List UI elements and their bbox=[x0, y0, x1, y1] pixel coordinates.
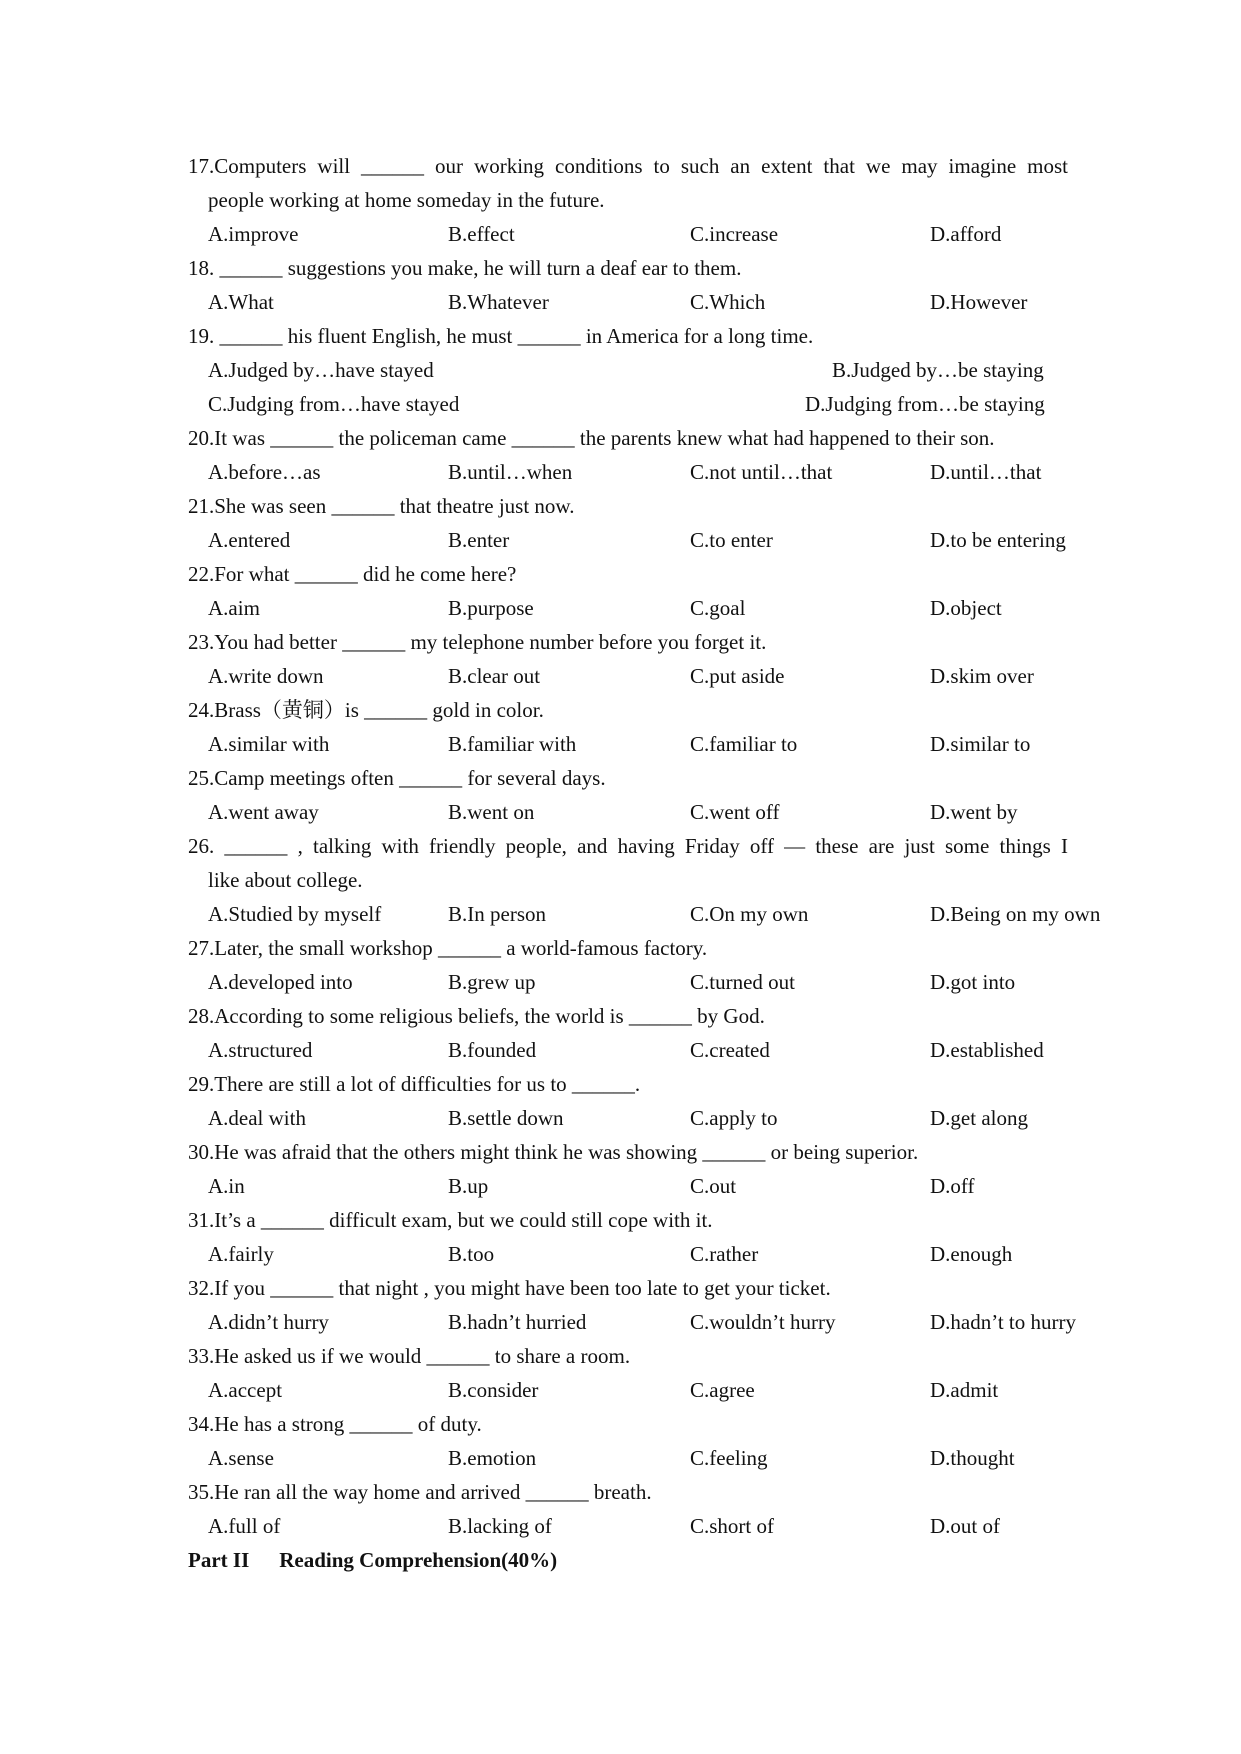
question-17-stem: 17.Computers will ______ our working conditions to such an extent that we may imagine most bbox=[188, 154, 1068, 178]
question-24-option-a: A.similar with bbox=[208, 732, 330, 756]
question-18-option-c: C.Which bbox=[690, 290, 766, 314]
question-33-option-c: C.agree bbox=[690, 1378, 755, 1402]
question-22-option-a: A.aim bbox=[208, 596, 260, 620]
question-29-option-c: C.apply to bbox=[690, 1106, 778, 1130]
question-23-option-d: D.skim over bbox=[930, 664, 1034, 688]
question-25-option-a: A.went away bbox=[208, 800, 319, 824]
question-28-option-c: C.created bbox=[690, 1038, 770, 1062]
question-22-option-c: C.goal bbox=[690, 596, 746, 620]
question-21-option-a: A.entered bbox=[208, 528, 291, 552]
question-26-stem: 26. ______ , talking with friendly people, and having Friday off — these are just some things I bbox=[188, 834, 1068, 858]
question-32-option-a: A.didn’t hurry bbox=[208, 1310, 329, 1334]
question-20-option-d: D.until…that bbox=[930, 460, 1042, 484]
question-20-option-a: A.before…as bbox=[208, 460, 321, 484]
question-31-option-d: D.enough bbox=[930, 1242, 1013, 1266]
question-34-option-c: C.feeling bbox=[690, 1446, 768, 1470]
question-29-stem: 29.There are still a lot of difficulties for us to ______. bbox=[188, 1072, 641, 1096]
question-32-option-d: D.hadn’t to hurry bbox=[930, 1310, 1077, 1334]
part-two-label: Part II bbox=[188, 1548, 250, 1572]
question-30-option-a: A.in bbox=[208, 1174, 245, 1198]
question-33-option-a: A.accept bbox=[208, 1378, 283, 1402]
question-26-stem-continued: like about college. bbox=[208, 868, 363, 892]
question-19-option-d: D.Judging from…be staying bbox=[805, 392, 1045, 416]
question-32-option-c: C.wouldn’t hurry bbox=[690, 1310, 836, 1334]
question-19-stem: 19. ______ his fluent English, he must ______ in America for a long time. bbox=[188, 324, 814, 348]
question-23-option-b: B.clear out bbox=[448, 664, 541, 688]
part-two-heading bbox=[188, 1545, 557, 1575]
question-33-option-d: D.admit bbox=[930, 1378, 999, 1402]
question-25-option-c: C.went off bbox=[690, 800, 780, 824]
question-24-option-c: C.familiar to bbox=[690, 732, 798, 756]
question-27-option-a: A.developed into bbox=[208, 970, 353, 994]
question-27-option-b: B.grew up bbox=[448, 970, 536, 994]
question-21-option-b: B.enter bbox=[448, 528, 510, 552]
question-18-option-b: B.Whatever bbox=[448, 290, 549, 314]
question-24-option-b: B.familiar with bbox=[448, 732, 577, 756]
question-19-option-a: A.Judged by…have stayed bbox=[208, 358, 434, 382]
question-35-option-a: A.full of bbox=[208, 1514, 281, 1538]
question-35-option-d: D.out of bbox=[930, 1514, 1000, 1538]
question-28-option-a: A.structured bbox=[208, 1038, 313, 1062]
question-26-option-c: C.On my own bbox=[690, 902, 809, 926]
question-29-option-d: D.get along bbox=[930, 1106, 1028, 1130]
question-25-option-d: D.went by bbox=[930, 800, 1018, 824]
question-23-option-a: A.write down bbox=[208, 664, 324, 688]
question-20-option-c: C.not until…that bbox=[690, 460, 833, 484]
question-35-option-c: C.short of bbox=[690, 1514, 774, 1538]
question-17-option-b: B.effect bbox=[448, 222, 515, 246]
question-17-stem-continued: people working at home someday in the future. bbox=[208, 188, 605, 212]
question-28-stem: 28.According to some religious beliefs, the world is ______ by God. bbox=[188, 1004, 765, 1028]
question-35-option-b: B.lacking of bbox=[448, 1514, 552, 1538]
question-27-option-c: C.turned out bbox=[690, 970, 795, 994]
question-34-option-b: B.emotion bbox=[448, 1446, 537, 1470]
question-35-stem: 35.He ran all the way home and arrived ______ breath. bbox=[188, 1480, 652, 1504]
question-20-stem: 20.It was ______ the policeman came ______ the parents knew what had happened to their son. bbox=[188, 426, 995, 450]
question-20-option-b: B.until…when bbox=[448, 460, 573, 484]
question-17-option-c: C.increase bbox=[690, 222, 779, 246]
question-24-stem: 24.Brass（黄铜）is ______ gold in color. bbox=[188, 698, 544, 722]
question-30-option-c: C.out bbox=[690, 1174, 737, 1198]
question-30-stem: 30.He was afraid that the others might think he was showing ______ or being superior. bbox=[188, 1140, 919, 1164]
question-18-option-d: D.However bbox=[930, 290, 1028, 314]
question-34-option-d: D.thought bbox=[930, 1446, 1015, 1470]
question-19-option-c: C.Judging from…have stayed bbox=[208, 392, 460, 416]
question-34-option-a: A.sense bbox=[208, 1446, 274, 1470]
question-29-option-b: B.settle down bbox=[448, 1106, 564, 1130]
question-31-option-c: C.rather bbox=[690, 1242, 759, 1266]
question-17-option-a: A.improve bbox=[208, 222, 299, 246]
question-31-stem: 31.It’s a ______ difficult exam, but we could still cope with it. bbox=[188, 1208, 713, 1232]
question-30-option-d: D.off bbox=[930, 1174, 975, 1198]
question-32-option-b: B.hadn’t hurried bbox=[448, 1310, 587, 1334]
question-33-stem: 33.He asked us if we would ______ to share a room. bbox=[188, 1344, 631, 1368]
question-21-option-d: D.to be entering bbox=[930, 528, 1066, 552]
question-18-stem: 18. ______ suggestions you make, he will turn a deaf ear to them. bbox=[188, 256, 742, 280]
question-26-option-b: B.In person bbox=[448, 902, 546, 926]
question-23-stem: 23.You had better ______ my telephone number before you forget it. bbox=[188, 630, 767, 654]
question-28-option-d: D.established bbox=[930, 1038, 1044, 1062]
question-31-option-a: A.fairly bbox=[208, 1242, 274, 1266]
question-22-option-d: D.object bbox=[930, 596, 1002, 620]
part-two-title: Reading Comprehension(40%) bbox=[279, 1548, 558, 1572]
question-27-stem: 27.Later, the small workshop ______ a world-famous factory. bbox=[188, 936, 708, 960]
question-19-option-b: B.Judged by…be staying bbox=[832, 358, 1044, 382]
question-25-option-b: B.went on bbox=[448, 800, 535, 824]
question-17-option-d: D.afford bbox=[930, 222, 1002, 246]
question-22-option-b: B.purpose bbox=[448, 596, 534, 620]
question-24-option-d: D.similar to bbox=[930, 732, 1031, 756]
question-31-option-b: B.too bbox=[448, 1242, 495, 1266]
question-30-option-b: B.up bbox=[448, 1174, 489, 1198]
question-26-option-a: A.Studied by myself bbox=[208, 902, 382, 926]
question-28-option-b: B.founded bbox=[448, 1038, 537, 1062]
question-32-stem: 32.If you ______ that night , you might have been too late to get your ticket. bbox=[188, 1276, 831, 1300]
question-26-option-d: D.Being on my own bbox=[930, 902, 1101, 926]
question-22-stem: 22.For what ______ did he come here? bbox=[188, 562, 517, 586]
question-21-option-c: C.to enter bbox=[690, 528, 773, 552]
question-23-option-c: C.put aside bbox=[690, 664, 785, 688]
question-34-stem: 34.He has a strong ______ of duty. bbox=[188, 1412, 482, 1436]
question-27-option-d: D.got into bbox=[930, 970, 1016, 994]
question-21-stem: 21.She was seen ______ that theatre just now. bbox=[188, 494, 575, 518]
question-29-option-a: A.deal with bbox=[208, 1106, 306, 1130]
question-25-stem: 25.Camp meetings often ______ for several days. bbox=[188, 766, 606, 790]
question-18-option-a: A.What bbox=[208, 290, 274, 314]
question-33-option-b: B.consider bbox=[448, 1378, 539, 1402]
